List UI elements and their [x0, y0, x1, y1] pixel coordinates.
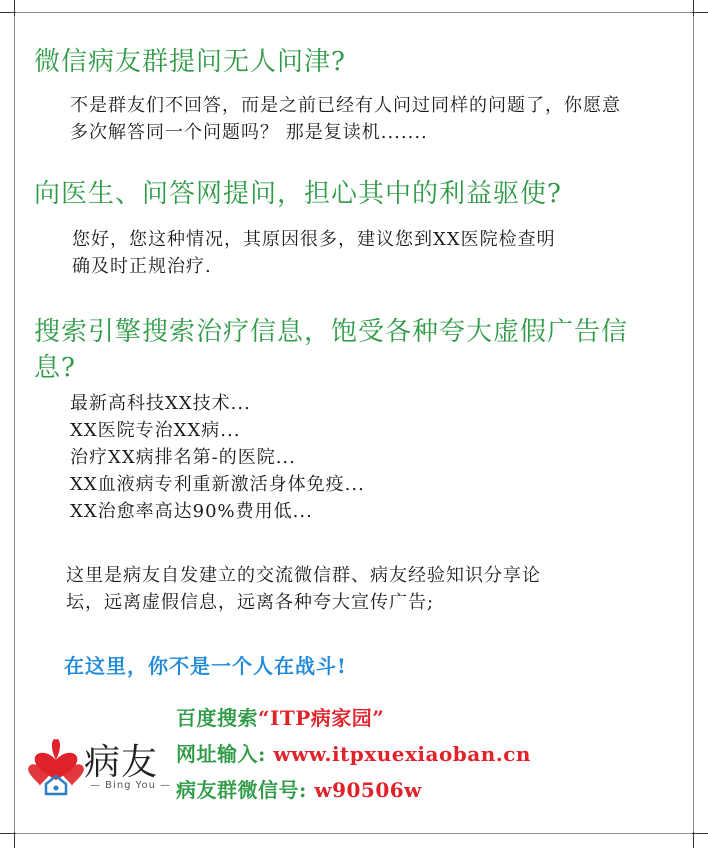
crop-mark [14, 0, 15, 16]
section-3-heading-line: 搜索引擎搜索治疗信息，饱受各种夸大虚假广告信 [34, 317, 629, 347]
crop-mark [692, 12, 708, 13]
section-2-body [72, 226, 556, 280]
intro-paragraph [66, 562, 541, 616]
wechat-info [176, 774, 422, 803]
list-item: 最新高科技XX技术... [70, 393, 251, 414]
crop-mark [692, 833, 708, 834]
search-info [176, 702, 384, 731]
section-1-body [70, 92, 621, 146]
section-1-body-line: 多次解答同一个问题吗？ 那是复读机....... [70, 122, 428, 143]
list-item: XX血液病专利重新激活身体免疫... [70, 474, 365, 495]
list-item: XX医院专治XX病... [70, 420, 241, 441]
crop-mark [693, 0, 694, 16]
section-3-heading [34, 314, 628, 386]
intro-line: 这里是病友自发建立的交流微信群、病友经验知识分享论 [66, 565, 541, 586]
logo-text: 病友 [84, 742, 159, 783]
section-3-heading-line: 息? [34, 353, 76, 383]
list-item: 治疗XX病排名第-的医院... [70, 447, 296, 468]
intro-line: 坛，远离虚假信息，远离各种夸大宣传广告; [66, 592, 435, 613]
list-item: XX治愈率高达90%费用低... [70, 501, 313, 522]
section-1-heading: 微信病友群提问无人问津? [34, 47, 346, 77]
ad-claims-list [70, 390, 365, 525]
section-1-body-line: 不是群友们不回答，而是之前已经有人问过同样的问题了，你愿意 [70, 95, 621, 116]
url-label: 网址输入: [176, 742, 274, 766]
section-2-body-line: 确及时正规治疗. [72, 256, 212, 277]
section-2-body-line: 您好，您这种情况，其原因很多，建议您到XX医院检查明 [72, 229, 556, 250]
slogan: 在这里，你不是一个人在战斗! [64, 654, 347, 678]
crop-mark [14, 832, 15, 848]
logo-subtext: — Bing You — [90, 780, 172, 791]
url-info [176, 738, 531, 767]
url-value[interactable]: www.itpxuexiaoban.cn [273, 742, 531, 766]
wechat-value: w90506w [314, 778, 422, 802]
search-label: 百度搜索 [176, 706, 258, 730]
search-value: “ITP病家园” [258, 706, 385, 730]
crop-mark [693, 832, 694, 848]
wechat-label: 病友群微信号: [176, 778, 315, 802]
section-2-heading: 向医生、问答网提问，担心其中的利益驱使? [34, 179, 562, 209]
